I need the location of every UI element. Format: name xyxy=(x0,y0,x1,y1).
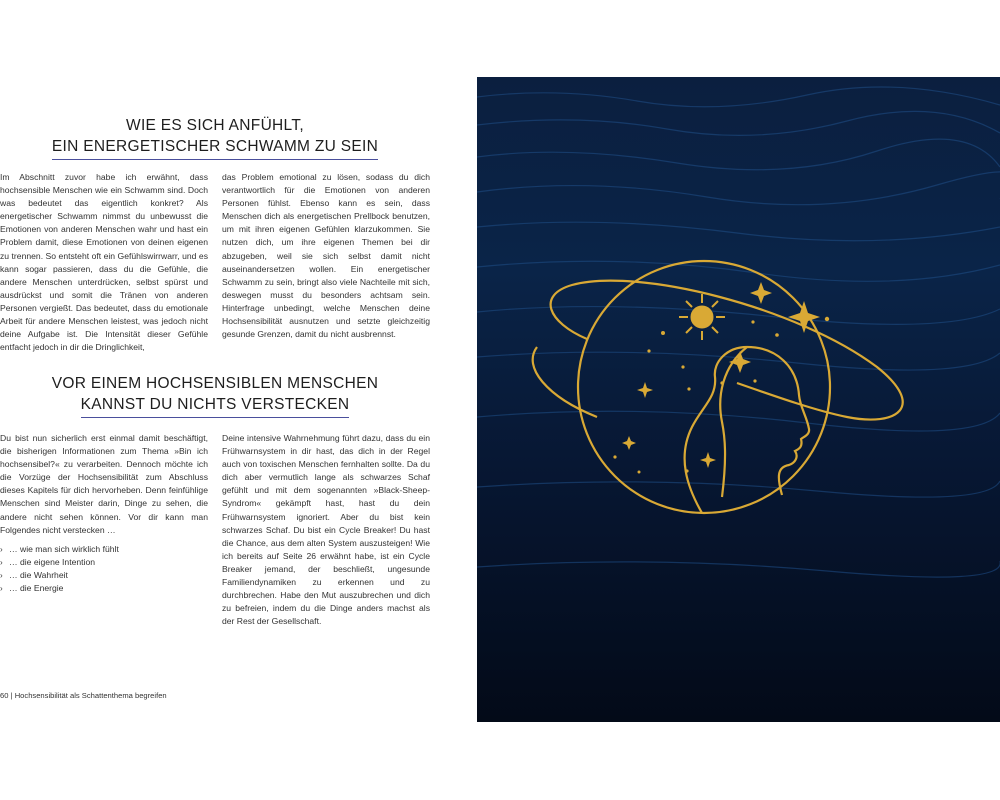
section-2-right-column xyxy=(222,432,430,628)
section-2-right-text: Deine intensive Wahrnehmung führt dazu, dass du ein Frühwarnsystem in dir hast, das dich in der Regel auch von toxischen Menschen fernhalten sollte. Da du dich aber vermutlich lange als schwarzes Schaf gefühlt und mit dem sogenannten »Black-Sheep-Syndrom« gekämpft hast, hast du dein Frühwarnsystem ignoriert. Aber du bist kein schwarzes Schaf. Du bist ein Cycle Breaker! Du hast die Chance, aus dem alten System auszusteigen! Wie ich bereits auf Seite 26 erwähnt habe, ist ein Cycle Breaker jemand, der beschließt, ungesunde Familiendynamiken zu erkennen und zu durchbrechen. Habe den Mut auszubrechen und dich zu befreien, indem du die Dinge anders machst als der Rest der Gesellschaft. xyxy=(222,433,430,627)
section-1-left-text: Im Abschnitt zuvor habe ich erwähnt, dass hochsensible Menschen wie ein Schwamm sind. Doch was bedeutet das eigentlich konkret? Als energetischer Schwamm nimmst du unbewusst die Emotionen von anderen Menschen wahr und hast ein Problem damit, diese Emotionen von deinen eigenen zu trennen. So entsteht oft ein Gefühlswirrwarr, und es kann sogar passieren, dass du die Gefühle, die andere Menschen unterdrücken, selbst spürst und ausdrückst und somit die Tränen von anderen Personen vergießt. Das bedeutet, dass du emotionale Arbeit für andere Menschen leistest, was jedoch nicht deine Aufgabe ist. Die Intensität dieser Gefühle entfacht jedoch in dir die Dringlichkeit, xyxy=(0,172,208,353)
section-1-right-column xyxy=(222,171,430,341)
chevron-right-icon: › xyxy=(0,557,3,567)
section-2-left-column xyxy=(0,432,208,595)
chevron-right-icon: › xyxy=(0,544,3,554)
bullet-list xyxy=(0,543,208,595)
page-number: 60 xyxy=(0,691,9,700)
page-footer xyxy=(0,691,167,700)
footer-chapter-title: Hochsensibilität als Schattenthema begreifen xyxy=(14,691,167,700)
heading-1 xyxy=(0,115,430,160)
section-2-left-text: Du bist nun sicherlich erst einmal damit beschäftigt, die bisherigen Informationen zum Thema »Bin ich hochsensibel?« zu verarbeiten. Dennoch möchte ich die Vorzüge der Hochsensibilität zum Abschluss dieses Kapitels für dich hervorheben. Denn feinfühlige Menschen sind Meister darin, Dinge zu sehen, die andere nicht sehen können. Vor dir kann man Folgendes nicht verstecken … xyxy=(0,433,208,535)
list-item: › … die Energie xyxy=(0,582,208,595)
list-item: › … die eigene Intention xyxy=(0,556,208,569)
heading-2 xyxy=(0,373,430,418)
chevron-right-icon: › xyxy=(0,570,3,580)
heading-1-line-2: EIN ENERGETISCHER SCHWAMM ZU SEIN xyxy=(52,136,378,160)
footer-separator: | xyxy=(10,691,13,700)
heading-2-line-1: VOR EINEM HOCHSENSIBLEN MENSCHEN xyxy=(51,375,379,392)
list-item: › … wie man sich wirklich fühlt xyxy=(0,543,208,556)
heading-2-line-2: KANNST DU NICHTS VERSTECKEN xyxy=(81,394,350,418)
section-1-left-column xyxy=(0,171,208,354)
celestial-illustration xyxy=(477,77,1000,722)
chevron-right-icon: › xyxy=(0,584,3,594)
heading-1-line-1: WIE ES SICH ANFÜHLT, xyxy=(126,117,304,134)
section-1-right-text: das Problem emotional zu lösen, sodass du dich verantwortlich für die Emotionen von anderen Personen fühlst. Ebenso kann es sein, dass Menschen dich als energetischen Prellbock benutzen, um mit ihren eigenen Gefühlen klarzukommen. Sie nutzen dich, um ihre eigenen Themen bei dir abzugeben, weil sie sich selbst damit nicht auseinandersetzen wollen. Ein energetischer Schwamm zu sein, bringt also viele Nachteile mit sich, deswegen musst du besonders achtsam sein. Hinterfrage unbedingt, welche Menschen deine Hochsensibilität ausnutzen und setzte gleichzeitig gesunde Grenzen, damit du nicht ausbrennst. xyxy=(222,172,430,340)
illustration-photo xyxy=(477,77,1000,722)
list-item: › … die Wahrheit xyxy=(0,569,208,582)
